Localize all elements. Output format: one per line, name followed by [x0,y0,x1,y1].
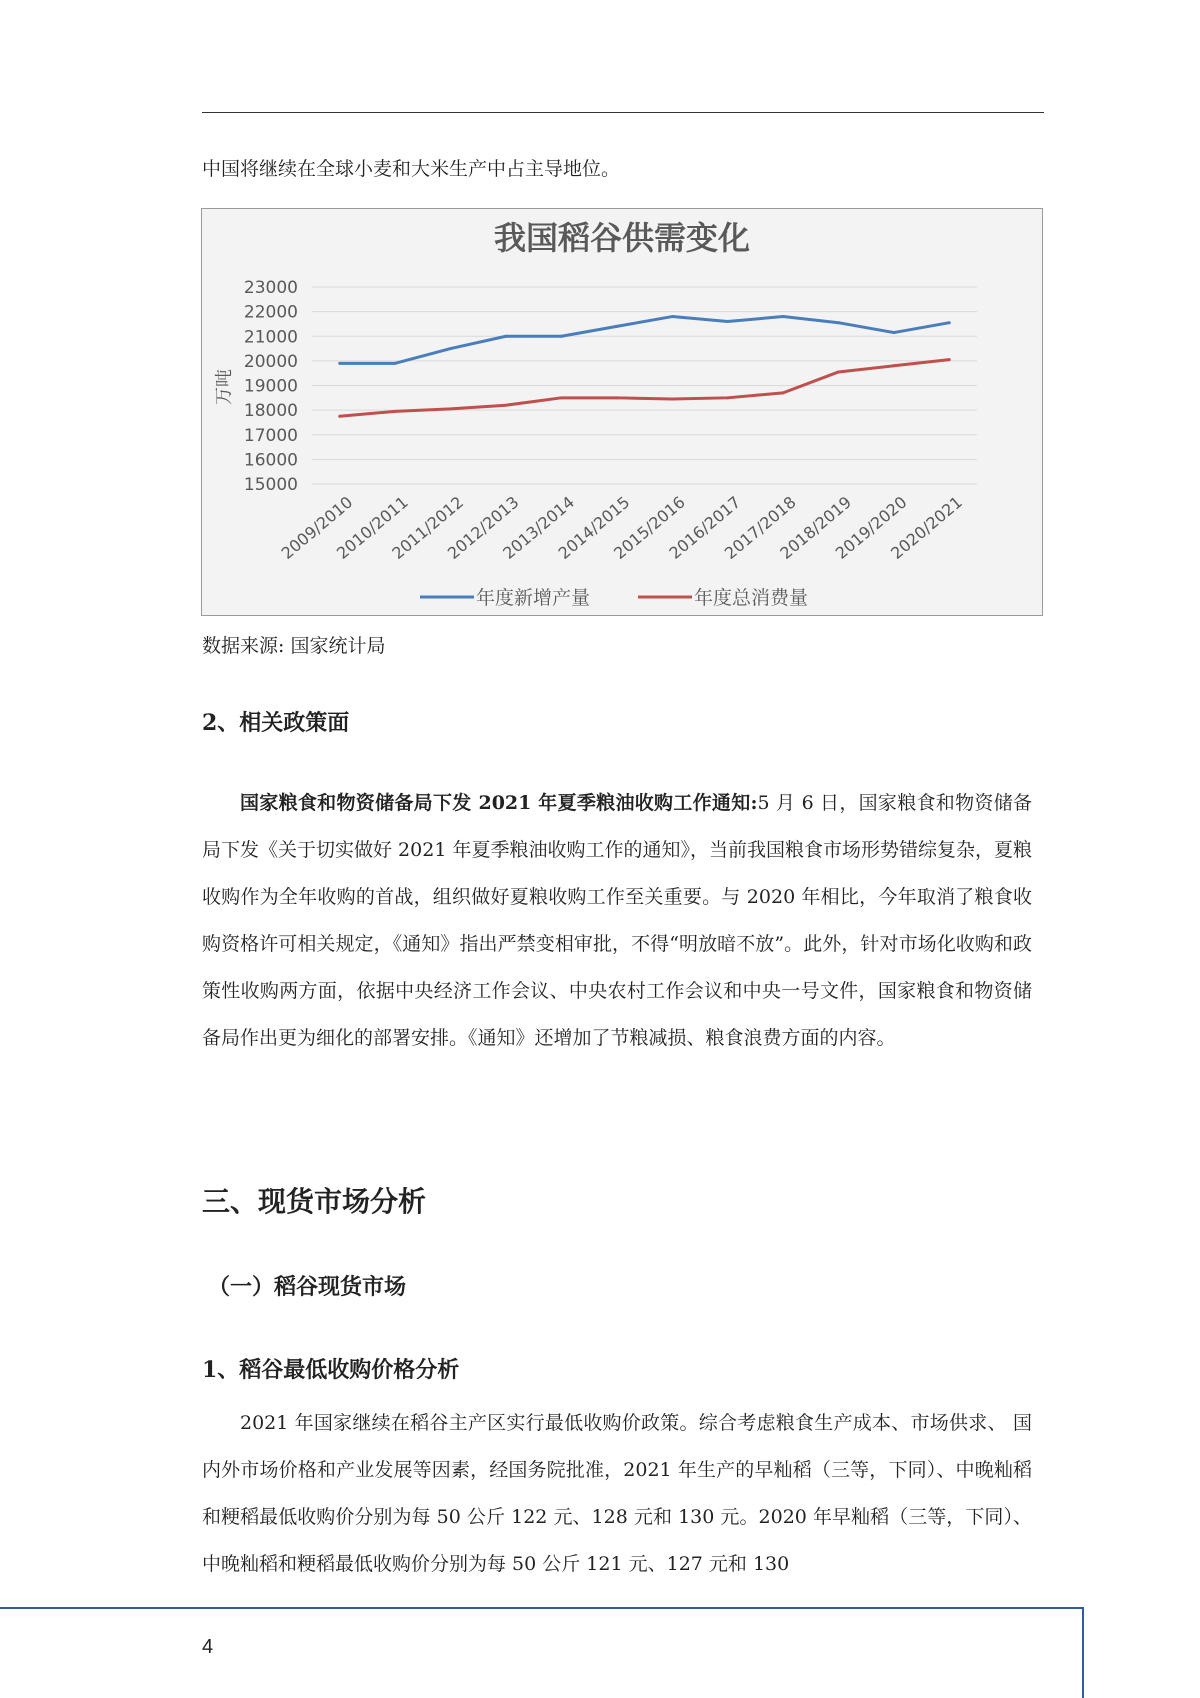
y-tick-label: 16000 [243,450,298,471]
data-point [504,404,507,407]
page-number: 4 [202,1636,214,1658]
data-source-note: 数据来源: 国家统计局 [202,635,386,657]
min-price-heading: 1、稻谷最低收购价格分析 [202,1357,460,1383]
x-tick-label: 2011/2012 [388,492,468,563]
x-tick-label: 2014/2015 [554,492,634,563]
y-tick-label: 21000 [243,327,298,348]
y-tick-label: 19000 [243,376,298,397]
x-tick-label: 2016/2017 [665,492,745,563]
data-point [394,410,397,413]
data-point [671,315,674,318]
data-point [782,391,785,394]
x-tick-label: 2017/2018 [720,492,800,563]
data-point [726,320,729,323]
footer-vertical-rule [1082,1607,1084,1698]
series-line-consumption [340,360,950,417]
y-tick-label: 23000 [243,278,298,298]
series-line-production [340,317,950,364]
data-point [338,415,341,418]
chart-x-ticks [278,493,966,563]
footer-rule [0,1607,1083,1609]
data-point [560,396,563,399]
min-price-paragraph: 2021 年国家继续在稻谷主产区实行最低收购价政策。综合考虑粮食生产成本、市场供求、 国内外市场价格和产业发展等因素，经国务院批准，2021 年生产的早籼稻（三等，下同）、中晚籼稻和粳稻最低收购价分别为每 50 公斤 122 元、128 元和 130 元。2020 年早籼稻（三等，下同）、中晚籼稻和粳稻最低收购价分别为每 50 公斤 121 元、127 元和 130 [202,1412,1032,1575]
data-point [560,335,563,338]
y-tick-label: 22000 [243,302,298,323]
x-tick-label: 2013/2014 [499,492,578,563]
data-point [449,347,452,350]
x-tick-label: 2010/2011 [332,492,412,563]
data-point [671,398,674,401]
x-tick-label: 2012/2013 [443,492,523,563]
data-point [338,362,341,365]
data-point [837,321,840,324]
data-point [615,325,618,328]
legend-label-consumption: 年度总消费量 [694,587,809,609]
chart-gridlines [312,287,977,484]
data-point [948,358,951,361]
y-tick-label: 18000 [243,401,298,422]
y-tick-label: 20000 [243,351,298,372]
x-tick-label: 2019/2020 [831,492,911,563]
legend-label-production: 年度新增产量 [476,587,591,609]
x-tick-label: 2009/2010 [277,492,357,563]
chart-legend [420,587,808,609]
data-point [892,331,895,334]
data-point [892,364,895,367]
data-point [615,396,618,399]
policy-lead: 国家粮食和物资储备局下发 2021 年夏季粮油收购工作通知: [240,792,758,814]
data-point [449,407,452,410]
header-rule [202,112,1044,113]
y-tick-label: 17000 [243,425,298,446]
section-heading: 三、现货市场分析 [202,1185,427,1218]
data-point [948,321,951,324]
data-point [782,315,785,318]
data-point [504,335,507,338]
policy-heading: 2、相关政策面 [202,710,350,736]
chart-series [338,315,951,418]
rice-supply-demand-chart [201,208,1043,616]
policy-paragraph [202,780,1032,1062]
data-point [394,362,397,365]
intro-paragraph: 中国将继续在全球小麦和大米生产中占主导地位。 [202,158,621,180]
chart-title: 我国稻谷供需变化 [493,219,751,257]
policy-body: 5 月 6 日，国家粮食和物资储备局下发《关于切实做好 2021 年夏季粮油收购工作的通知》，当前我国粮食市场形势错综复杂，夏粮收购作为全年收购的首战，组织做好夏粮收购工作至关重要。与 2020 年相比，今年取消了粮食收购资格许可相关规定，《通知》指出严禁变相审批，不得“明放暗不放”。此外，针对市场化收购和政策性收购两方面，依据中央经济工作会议、中央农村工作会议和中央一号文件，国家粮食和物资储备局作出更为细化的部署安排。《通知》还增加了节粮减损、粮食浪费方面的内容。 [202,792,1032,1049]
chart-canvas [202,209,1042,615]
x-tick-label: 2020/2021 [887,492,966,563]
sub-heading: （一）稻谷现货市场 [208,1274,407,1300]
chart-y-axis-label: 万吨 [214,369,235,405]
data-point [726,396,729,399]
chart-y-ticks [244,278,298,495]
data-point [837,370,840,373]
x-tick-label: 2015/2016 [610,492,689,563]
x-tick-label: 2018/2019 [776,492,856,563]
y-tick-label: 15000 [243,475,298,495]
